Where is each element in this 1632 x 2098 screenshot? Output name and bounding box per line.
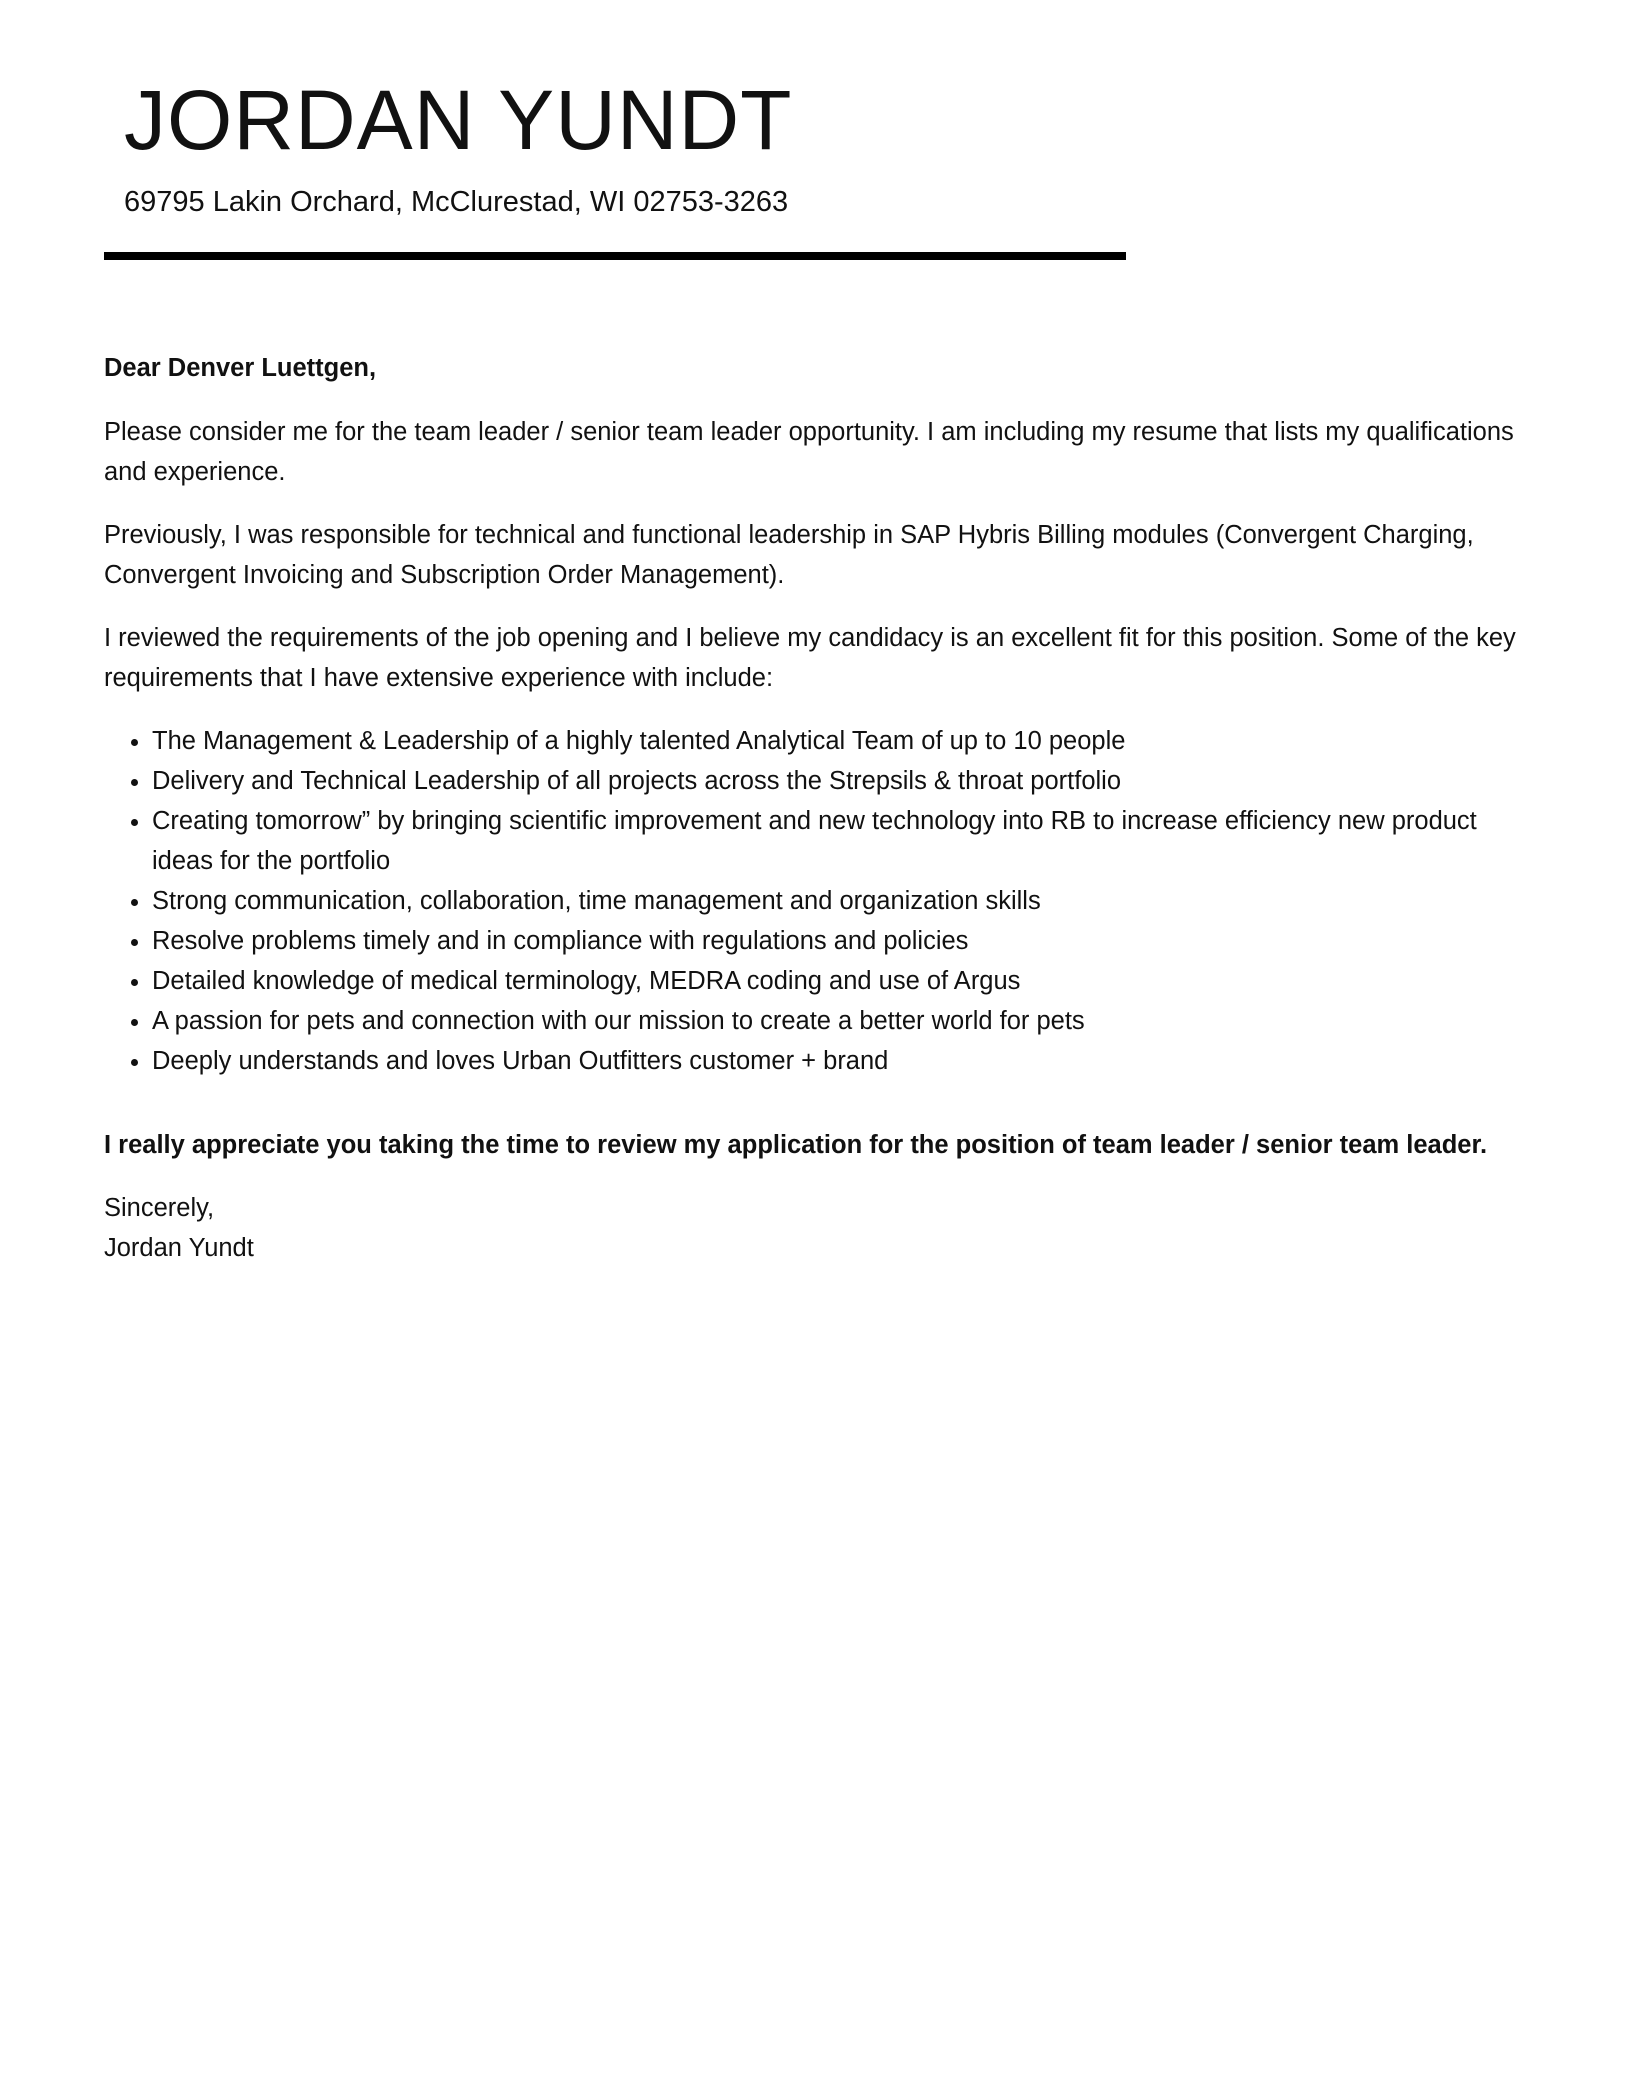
list-item: • A passion for pets and connection with our mission to create a better world for pets — [152, 1001, 1528, 1041]
letter-body — [104, 348, 1528, 1268]
paragraph-experience: Previously, I was responsible for technical and functional leadership in SAP Hybris Billing modules (Convergent Charging, Convergent Invoicing and Subscription Order Management). — [104, 521, 1474, 589]
list-item: • The Management & Leadership of a highly talented Analytical Team of up to 10 people — [152, 721, 1528, 761]
list-item: • Deeply understands and loves Urban Outfitters customer + brand — [152, 1041, 1528, 1081]
applicant-address: 69795 Lakin Orchard, McClurestad, WI 02753-3263 — [124, 186, 789, 218]
header-divider — [104, 252, 1126, 260]
list-item: • Strong communication, collaboration, time management and organization skills — [152, 881, 1528, 921]
qualifications-list — [104, 721, 1528, 1081]
list-item: • Creating tomorrow” by bringing scientific improvement and new technology into RB to increase efficiency new product ideas for the portfolio — [152, 801, 1528, 881]
signoff: Sincerely, — [104, 1194, 215, 1222]
paragraph-intro: Please consider me for the team leader / senior team leader opportunity. I am including my resume that lists my qualifications and experience. — [104, 418, 1514, 486]
list-item: • Detailed knowledge of medical terminology, MEDRA coding and use of Argus — [152, 961, 1528, 1001]
signature-name: Jordan Yundt — [104, 1234, 254, 1262]
salutation: Dear Denver Luettgen, — [104, 354, 377, 382]
paragraph-requirements: I reviewed the requirements of the job opening and I believe my candidacy is an excellent fit for this position. Some of the key requirements that I have extensive experience with include: — [104, 624, 1516, 692]
applicant-name: JORDAN YUNDT — [124, 73, 793, 167]
list-item: • Delivery and Technical Leadership of all projects across the Strepsils & throat portfolio — [152, 761, 1528, 801]
closing-statement: I really appreciate you taking the time to review my application for the position of team leader / senior team leader. — [104, 1131, 1488, 1159]
list-item: • Resolve problems timely and in compliance with regulations and policies — [152, 921, 1528, 961]
letter-header — [104, 0, 1528, 222]
